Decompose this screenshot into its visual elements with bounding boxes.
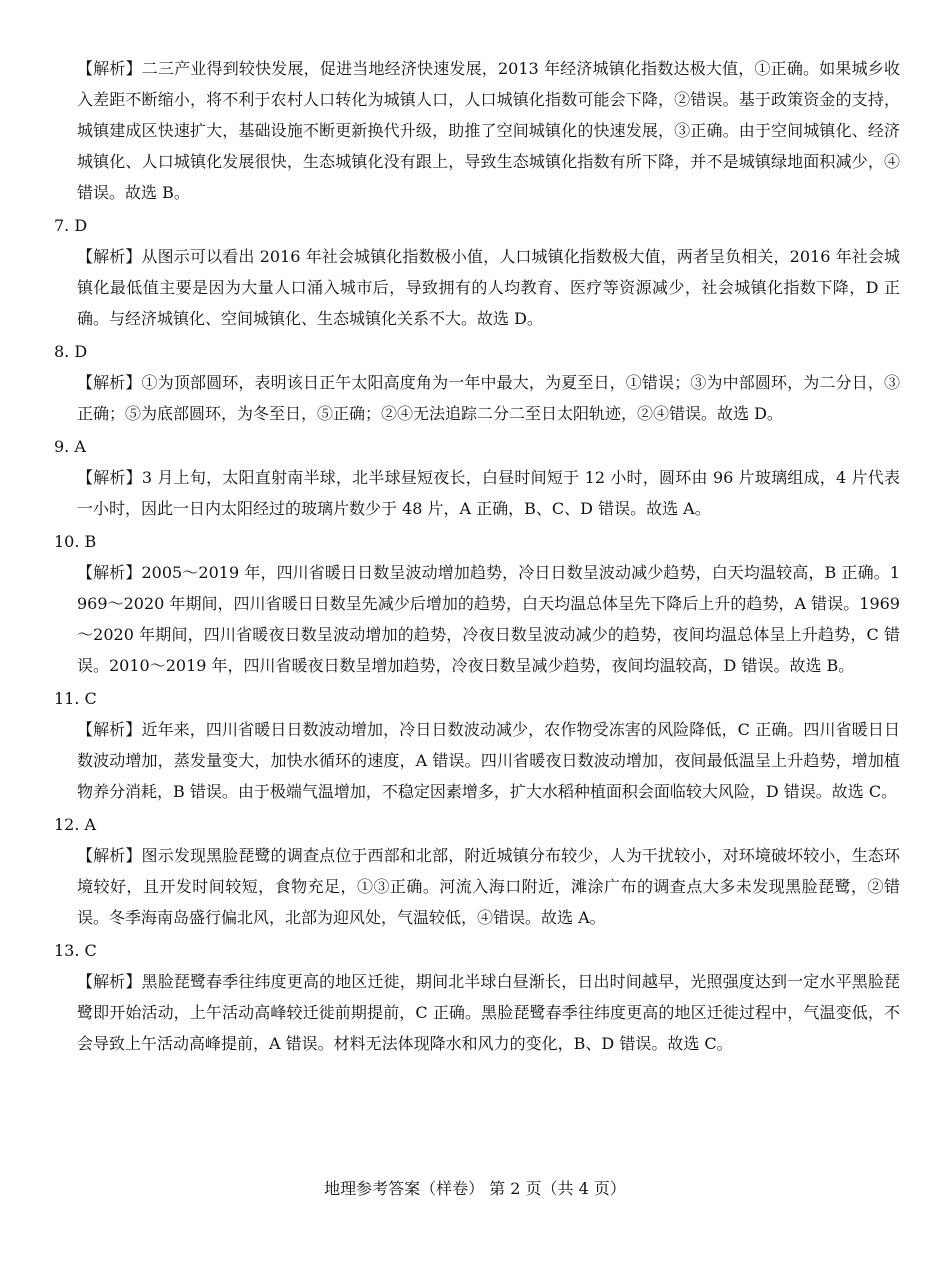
question-number-10: 10. B [54,532,97,551]
question-number-7: 7. D [54,216,88,235]
question-number-8: 8. D [54,342,88,361]
analysis-paragraph-10: 【解析】2005～2019 年，四川省暖日日数呈波动增加趋势，冷日日数呈波动减少趋势，白天均温较高，B 正确。1969～2020 年期间，四川省暖日日数呈先减少后增加的趋势，白天均温总体呈先下降后上升的趋势，A 错误。1969～2020 年期间，四川省暖夜日数呈波动增加的趋势，冷夜日数呈波动减少的趋势，夜间均温总体呈上升趋势，C 错误。2010～2019 年，四川省暖夜日数呈增加趋势，冷夜日数呈减少趋势，夜间均温较高，D 错误。故选 B。 [77,563,900,675]
analysis-paragraph-13: 【解析】黑脸琵鹭春季往纬度更高的地区迁徙，期间北半球白昼渐长，日出时间越早，光照强度达到一定水平黑脸琵鹭即开始活动，上午活动高峰较迁徙前期提前，C 正确。黑脸琵鹭春季往纬度更高的地区迁徙过程中，气温变低，不会导致上午活动高峰提前，A 错误。材料无法体现降水和风力的变化，B、D 错误。故选 C。 [77,972,900,1053]
analysis-paragraph-11: 【解析】近年来，四川省暖日日数波动增加，冷日日数波动减少，农作物受冻害的风险降低，C 正确。四川省暖日日数波动增加，蒸发量变大，加快水循环的速度，A 错误。四川省暖夜日数波动增加，夜间最低温呈上升趋势，增加植物养分消耗，B 错误。由于极端气温增加，不稳定因素增多，扩大水稻种植面积会面临较大风险，D 错误。故选 C。 [77,720,900,801]
analysis-paragraph-8: 【解析】①为顶部圆环，表明该日正午太阳高度角为一年中最大，为夏至日，①错误；③为中部圆环，为二分日，③正确；⑤为底部圆环，为冬至日，⑤正确；②④无法追踪二分二至日太阳轨迹，②④错误。故选 D。 [77,373,900,423]
analysis-paragraph-7: 【解析】从图示可以看出 2016 年社会城镇化指数极小值，人口城镇化指数极大值，两者呈负相关，2016 年社会城镇化最低值主要是因为大量人口涌入城市后，导致拥有的人均教育、医疗等资源减少，社会城镇化指数下降，D 正确。与经济城镇化、空间城镇化、生态城镇化关系不大。故选 D。 [77,247,900,328]
analysis-paragraph-9: 【解析】3 月上旬，太阳直射南半球，北半球昼短夜长，白昼时间短于 12 小时，圆环由 96 片玻璃组成，4 片代表一小时，因此一日内太阳经过的玻璃片数少于 48 片，A 正确，B、C、D 错误。故选 A。 [77,468,900,518]
question-number-11: 11. C [54,689,97,708]
question-number-13: 13. C [54,941,97,960]
analysis-paragraph-6: 【解析】二三产业得到较快发展，促进当地经济快速发展，2013 年经济城镇化指数达极大值，①正确。如果城乡收入差距不断缩小，将不利于农村人口转化为城镇人口，人口城镇化指数可能会下降，②错误。基于政策资金的支持，城镇建成区快速扩大，基础设施不断更新换代升级，助推了空间城镇化的快速发展，③正确。由于空间城镇化、经济城镇化、人口城镇化发展很快，生态城镇化没有跟上，导致生态城镇化指数有所下降，并不是城镇绿地面积减少，④错误。故选 B。 [77,59,900,202]
page-footer: 地理参考答案（样卷） 第 2 页（共 4 页） [324,1179,626,1198]
question-number-9: 9. A [54,437,86,456]
analysis-paragraph-12: 【解析】图示发现黑脸琵鹭的调查点位于西部和北部，附近城镇分布较少，人为干扰较小，对环境破坏较小，生态环境较好，且开发时间较短，食物充足，①③正确。河流入海口附近，滩涂广布的调查点大多未发现黑脸琵鹭，②错误。冬季海南岛盛行偏北风，北部为迎风处，气温较低，④错误。故选 A。 [77,846,900,927]
answer-content [52,53,900,1062]
question-number-12: 12. A [54,815,97,834]
